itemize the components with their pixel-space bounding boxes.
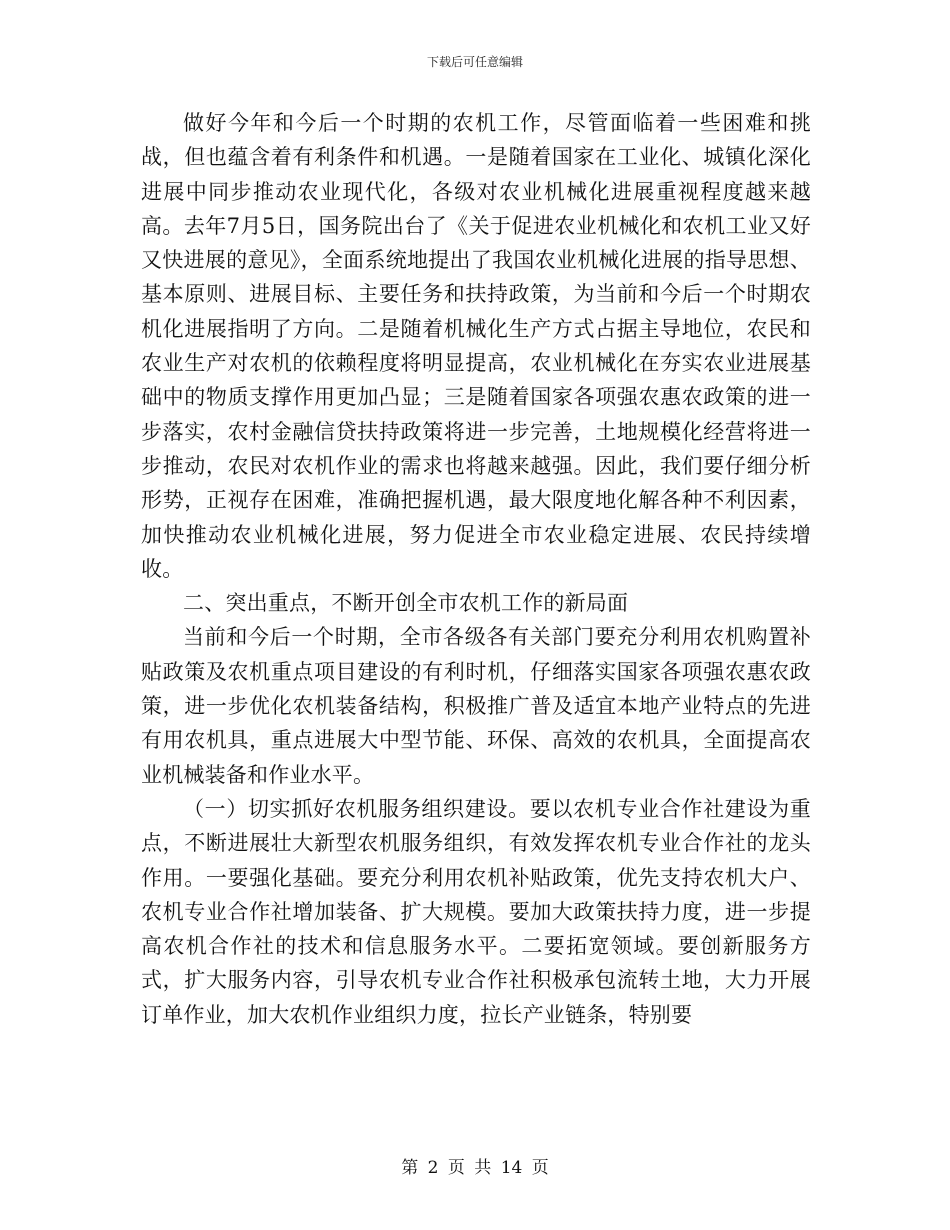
document-body bbox=[141, 106, 811, 1032]
page-header-note: 下载后可任意编辑 bbox=[426, 55, 523, 69]
footer-total-pages: 14 bbox=[500, 1158, 523, 1178]
footer-page-unit: 页 bbox=[447, 1158, 465, 1178]
paragraph-service-organization: （一）切实抓好农机服务组织建设。要以农机专业合作社建设为重点，不断进展壮大新型农机服务组织，有效发挥农机专业合作社的龙头作用。一要强化基础。要充分利用农机补贴政策，优先支持农机大户、农机专业合作社增加装备、扩大规模。要加大政策扶持力度，进一步提高农机合作社的技术和信息服务水平。二要拓宽领域。要创新服务方式，扩大服务内容，引导农机专业合作社积极承包流转土地，大力开展订单作业，加大农机作业组织力度，拉长产业链条，特别要 bbox=[141, 796, 811, 1027]
page-footer bbox=[0, 1153, 950, 1178]
paragraph-opportunities: 做好今年和今后一个时期的农机工作，尽管面临着一些困难和挑战，但也蕴含着有利条件和机遇。一是随着国家在工业化、城镇化深化进展中同步推动农业现代化，各级对农业机械化进展重视程度越来越高。去年7月5日，国务院出台了《关于促进农业机械化和农机工业又好又快进展的意见》，全面系统地提出了我国农业机械化进展的指导思想、基本原则、进展目标、主要任务和扶持政策，为当前和今后一个时期农机化进展指明了方向。二是随着机械化生产方式占据主导地位，农民和农业生产对农机的依赖程度将明显提高，农业机械化在夯实农业进展基础中的物质支撑作用更加凸显；三是随着国家各项强农惠农政策的进一步落实，农村金融信贷扶持政策将进一步完善，土地规模化经营将进一步推动，农民对农机作业的需求也将越来越强。因此，我们要仔细分析形势，正视存在困难，准确把握机遇，最大限度地化解各种不利因素，加快推动农业机械化进展，努力促进全市农业稳定进展、农民持续增收。 bbox=[141, 111, 811, 581]
footer-page-prefix: 第 bbox=[401, 1158, 419, 1178]
footer-current-page: 2 bbox=[427, 1158, 439, 1178]
paragraph-overview: 当前和今后一个时期，全市各级各有关部门要充分利用农机购置补贴政策及农机重点项目建设的有利时机，仔细落实国家各项强农惠农政策，进一步优化农机装备结构，积极推广普及适宜本地产业特点的先进有用农机具，重点进展大中型节能、环保、高效的农机具，全面提高农业机械装备和作业水平。 bbox=[141, 625, 811, 787]
footer-total-unit: 页 bbox=[531, 1158, 549, 1178]
footer-total-prefix: 共 bbox=[474, 1158, 492, 1178]
section-heading-2: 二、突出重点，不断开创全市农机工作的新局面 bbox=[183, 591, 629, 616]
